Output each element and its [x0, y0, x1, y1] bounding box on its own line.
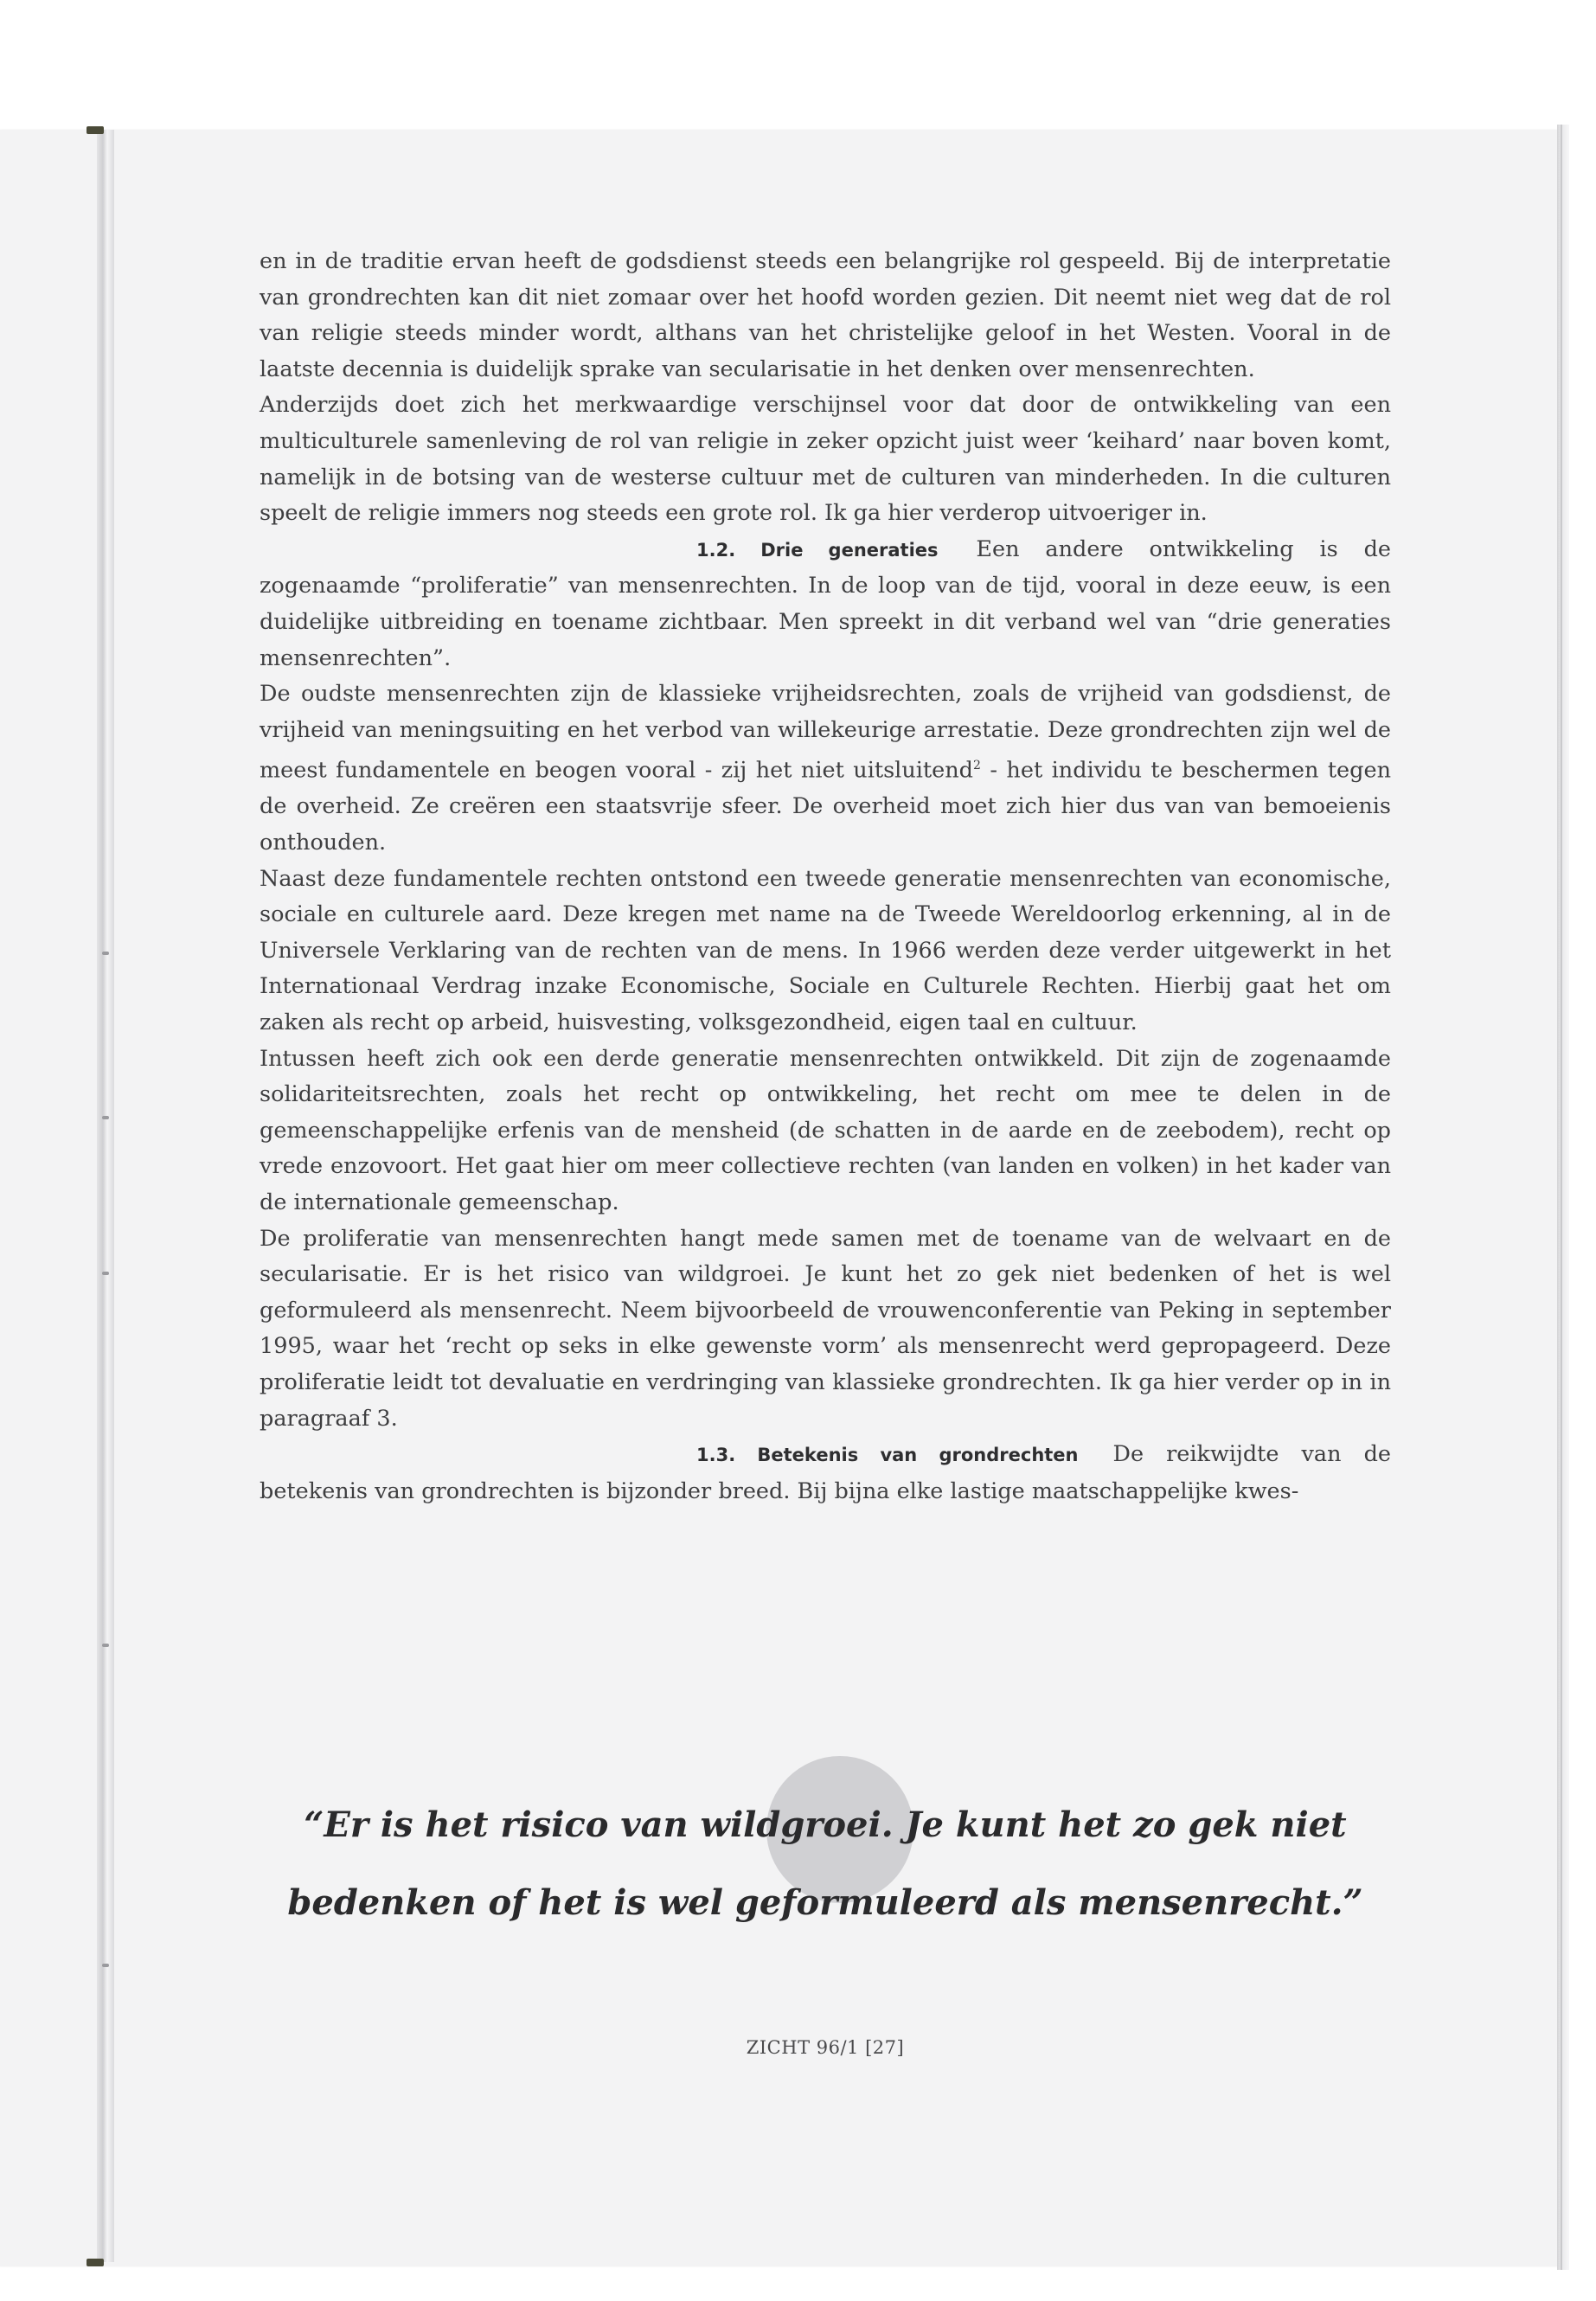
paragraph-text: De oudste mensenrechten zijn de klassieke vrijheidsrechten, zoals de vrijheid van godsdienst, de vrijheid van meningsuiting en het verbod van willekeurige arrestatie. Deze grondrechten zijn wel de meest fundamentele en beogen vooral - zij het niet uitsluitend [260, 681, 1391, 784]
book-spine [97, 130, 114, 2262]
section-lead: De reikwijdte van de betekenis van grondrechten is bijzonder breed. Bij bijna elke lastige maatschappelijke kwes- [260, 1441, 1391, 1504]
pull-quote-line: bedenken of het is wel geformuleerd als mensenrecht.” [287, 1882, 1363, 1923]
binding-mark-top [87, 126, 104, 134]
section-heading: 1.2. Drie generaties [696, 539, 939, 561]
section-betekenis [260, 1437, 1391, 1509]
section-heading: 1.3. Betekenis van grondrechten [696, 1445, 1079, 1466]
page-footer: ZICHT 96/1 [27] [746, 2037, 905, 2058]
section-lead: Een andere ontwikkeling is de zogenaamde “proliferatie” van mensenrechten. In de loop van de tijd, vooral in deze eeuw, is een duidelijke uitbreiding en toename zichtbaar. Men spreekt in dit verband wel van “drie generaties mensenrechten”. [260, 535, 1391, 671]
page-edge [1557, 125, 1569, 2270]
binding-stitch [102, 952, 109, 955]
binding-stitch [102, 1644, 109, 1647]
section-drie-generaties [260, 532, 1391, 676]
pull-quote [260, 1786, 1391, 1942]
paragraph: Naast deze fundamentele rechten ontstond een tweede generatie mensenrechten van economische, sociale en culturele aard. Deze kregen met name na de Tweede Wereldoorlog erkenning, al in de Universele Verklaring van de rechten van de mens. In 1966 werden deze verder uitgewerkt in het Internationaal Verdrag inzake Economische, Sociale en Culturele Rechten. Hierbij gaat het om zaken als recht op arbeid, huisvesting, volksgezondheid, eigen taal en cultuur. [260, 865, 1391, 1035]
binding-stitch [102, 1964, 109, 1967]
paragraph: Anderzijds doet zich het merkwaardige verschijnsel voor dat door de ontwikkeling van een multiculturele samenleving de rol van religie in zeker opzicht juist weer ‘keihard’ naar boven komt, namelijk in de botsing van de westerse cultuur met de culturen van minderheden. In die culturen speelt de religie immers nog steeds een grote rol. Ik ga hier verderop uitvoeriger in. [260, 392, 1391, 527]
paragraph [260, 676, 1391, 861]
paragraph: De proliferatie van mensenrechten hangt mede samen met de toename van de welvaart en de secularisatie. Er is het risico van wildgroei. Je kunt het zo gek niet bedenken of het is wel geformuleerd als mensenrecht. Neem bijvoorbeeld de vrouwenconferentie van Peking in september 1995, waar het ‘recht op seks in elke gewenste vorm’ als mensenrecht werd gepropageerd. Deze proliferatie leidt tot devaluatie en verdringing van klassieke grondrechten. Ik ga hier verder op in in paragraaf 3. [260, 1225, 1391, 1432]
footnote-ref: 2 [973, 759, 981, 773]
binding-stitch [102, 1116, 109, 1119]
pull-quote-line: “Er is het risico van wildgroei. Je kunt het zo gek niet [304, 1804, 1347, 1845]
binding-mark-bottom [87, 2259, 104, 2266]
binding-stitch [102, 1272, 109, 1275]
paragraph-text: - het individu te beschermen tegen de overheid. Ze creëren een staatsvrije sfeer. De overheid moet zich hier dus van van bemoeienis onthouden. [260, 757, 1391, 856]
body-text [260, 244, 1391, 1509]
paragraph: en in de traditie ervan heeft de godsdienst steeds een belangrijke rol gespeeld. Bij de interpretatie van grondrechten kan dit niet zomaar over het hoofd worden gezien. Dit neemt niet weg dat de rol van religie steeds minder wordt, althans van het christelijke geloof in het Westen. Vooral in de laatste decennia is duidelijk sprake van secularisatie in het denken over mensenrechten. [260, 248, 1391, 382]
paragraph: Intussen heeft zich ook een derde generatie mensenrechten ontwikkeld. Dit zijn de zogenaamde solidariteitsrechten, zoals het recht op ontwikkeling, het recht om mee te delen in de gemeenschappelijke erfenis van de mensheid (de schatten in de aarde en de zeebodem), recht op vrede enzovoort. Het gaat hier om meer collectieve rechten (van landen en volken) in het kader van de internationale gemeenschap. [260, 1045, 1391, 1215]
